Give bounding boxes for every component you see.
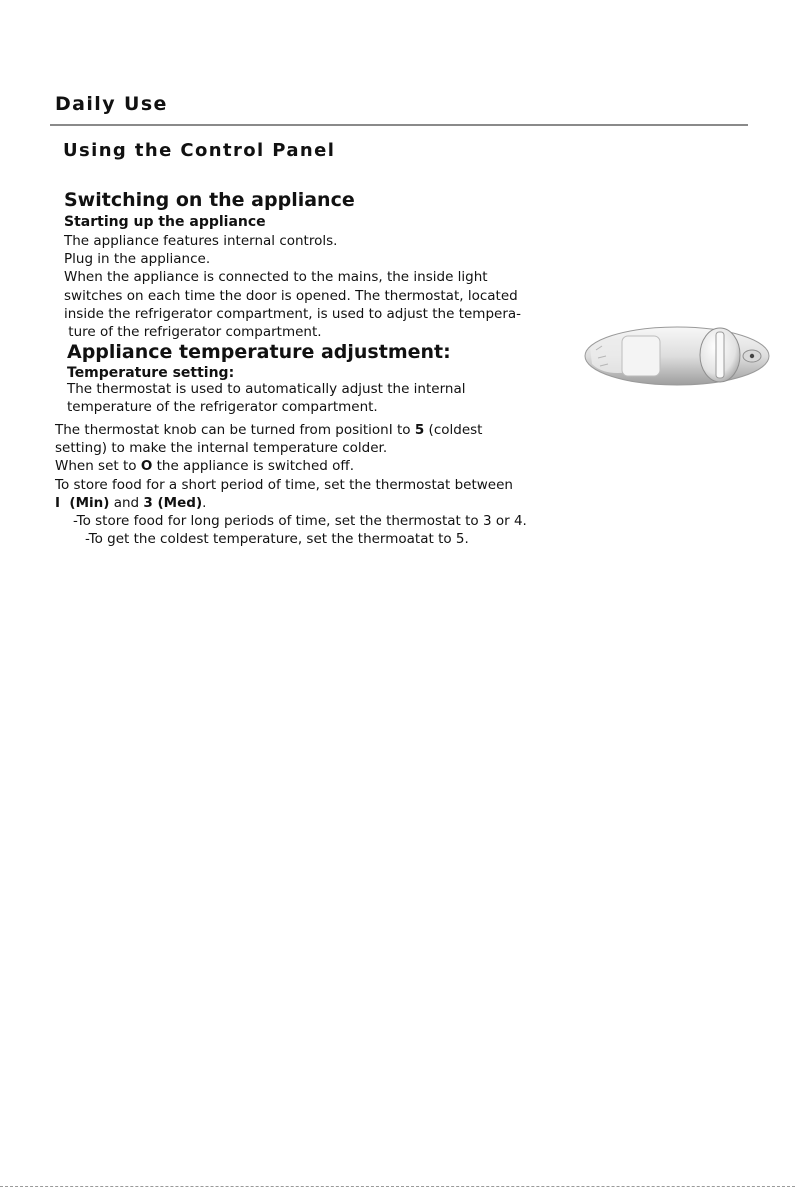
text-run: The thermostat knob can be turned from position	[55, 422, 389, 438]
body-line: ture of the refrigerator compartment.	[64, 324, 322, 341]
switching-body	[64, 232, 521, 341]
switching-section	[64, 188, 355, 231]
adjustment-body	[55, 421, 527, 548]
text-run: the appliance is switched off.	[152, 458, 355, 475]
off-position: O	[140, 458, 153, 475]
body-line: setting) to make the internal temperature colder.	[55, 440, 388, 457]
adjustment-heading: Appliance temperature adjustment:	[67, 341, 451, 363]
adjustment-intro	[67, 380, 465, 416]
thermostat-knob-icon	[582, 322, 772, 390]
position-from: I	[388, 422, 393, 438]
body-line: The appliance features internal controls.	[64, 233, 338, 249]
starting-subheading: Starting up the appliance	[64, 214, 266, 230]
text-run: to	[392, 422, 415, 438]
body-line: temperature of the refrigerator compartment.	[67, 399, 378, 416]
switching-heading: Switching on the appliance	[64, 189, 355, 211]
thermostat-knob-icon	[582, 322, 772, 390]
body-line: When the appliance is connected to the mains, the inside light	[64, 269, 488, 286]
text-run: (coldest	[424, 422, 483, 438]
knob-range-line	[55, 421, 527, 439]
text-run: and	[109, 494, 144, 511]
text-run: .	[202, 494, 207, 511]
text-run: When set to	[55, 458, 141, 475]
off-line	[55, 457, 527, 475]
body-line: inside the refrigerator compartment, is used to adjust the tempera-	[64, 305, 522, 322]
section-title: Daily Use	[55, 93, 168, 115]
med-setting: 3 (Med)	[143, 494, 203, 511]
tip-line: -To get the coldest temperature, set the thermoatat to 5.	[85, 531, 469, 548]
subsection-title: Using the Control Panel	[63, 140, 336, 161]
min-setting: I (Min)	[55, 494, 110, 511]
body-line: switches on each time the door is opened. The thermostat, located	[64, 287, 518, 304]
footer-divider	[0, 1186, 795, 1187]
tip-line: -To store food for long periods of time, set the thermostat to 3 or 4.	[73, 513, 527, 530]
body-line: The thermostat is used to automatically adjust the internal	[67, 381, 466, 397]
body-line: Plug in the appliance.	[64, 251, 211, 268]
position-to: 5	[414, 422, 425, 438]
body-line: To store food for a short period of time, set the thermostat between	[55, 476, 513, 493]
range-line	[55, 494, 527, 512]
adjustment-section	[67, 340, 451, 382]
section-divider	[50, 124, 748, 126]
temperature-setting-subheading: Temperature setting:	[67, 365, 235, 381]
